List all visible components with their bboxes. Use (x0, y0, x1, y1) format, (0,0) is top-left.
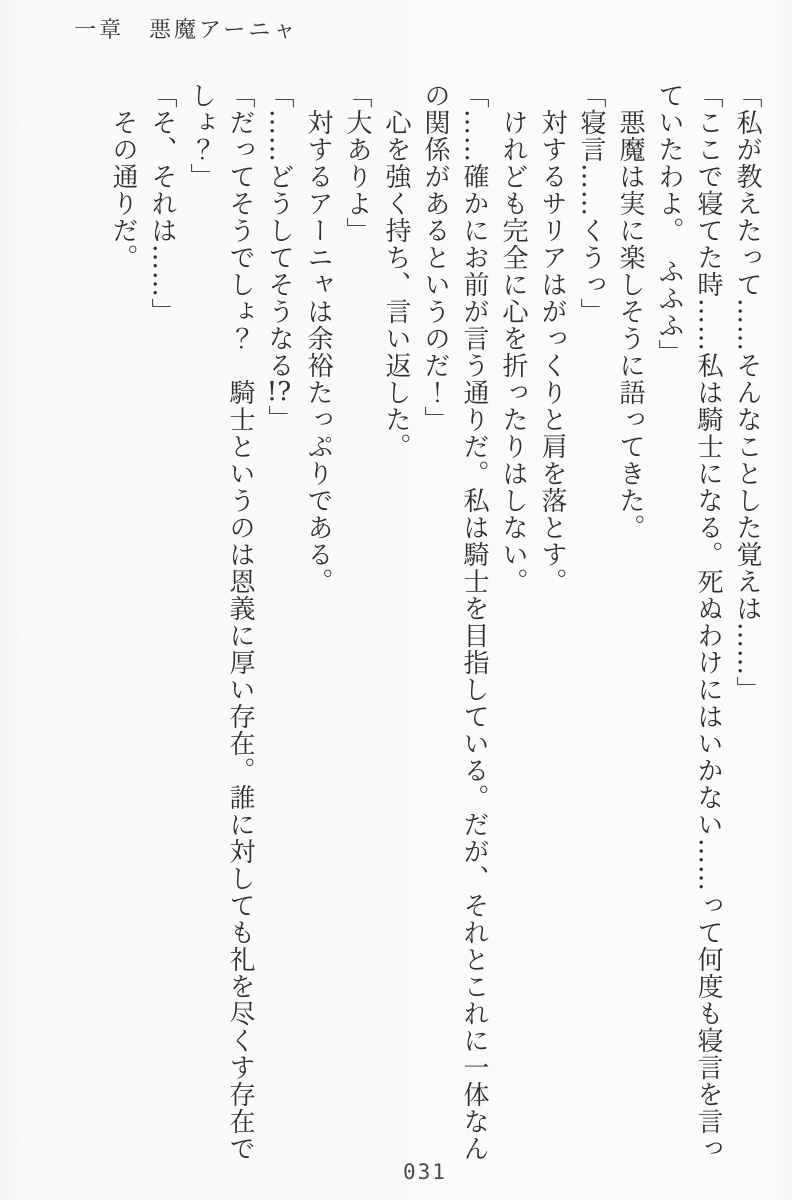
paragraph: 「……確かにお前が言う通りだ。私は騎士を目指している。だが、それとこれに一体なんの関係があるというのだ！」 (420, 82, 489, 1162)
paragraph: 「ここで寝てた時……私は騎士になる。死ぬわけにはいかない……って何度も寝言を言っていたわよ。 ふふふ」 (654, 82, 723, 1162)
paragraph: その通りだ。 (108, 109, 138, 271)
paragraph: 対するアーニャは余裕たっぷりである。 (303, 109, 333, 595)
paragraph: 心を強く持ち、言い返した。 (381, 109, 411, 460)
tate-chu-yoko-interrobang: !? (266, 379, 292, 405)
paragraph: 「大ありよ」 (342, 82, 372, 244)
paragraph: 「……どうしてそうなる!?」 (264, 82, 294, 432)
paragraph: 「そ、それは……」 (147, 82, 177, 325)
paragraph: 「私が教えたって……そんなことした覚えは……」 (732, 82, 762, 703)
chapter-header: 一章 悪魔アーニャ (74, 18, 299, 43)
paragraph: 悪魔は実に楽しそうに語ってきた。 (615, 109, 645, 541)
body-text (51, 82, 766, 1167)
page-number: 031 (403, 1160, 447, 1184)
paragraph: 「寝言……くうっ」 (576, 82, 606, 325)
paragraph: 「だってそうでしょ？ 騎士というのは恩義に厚い存在。誰に対しても礼を尽くす存在でしょ？」 (186, 82, 255, 1162)
paragraph: 対するサリアはがっくりと肩を落とす。 (537, 109, 567, 595)
paragraph: けれども完全に心を折ったりはしない。 (498, 109, 528, 595)
